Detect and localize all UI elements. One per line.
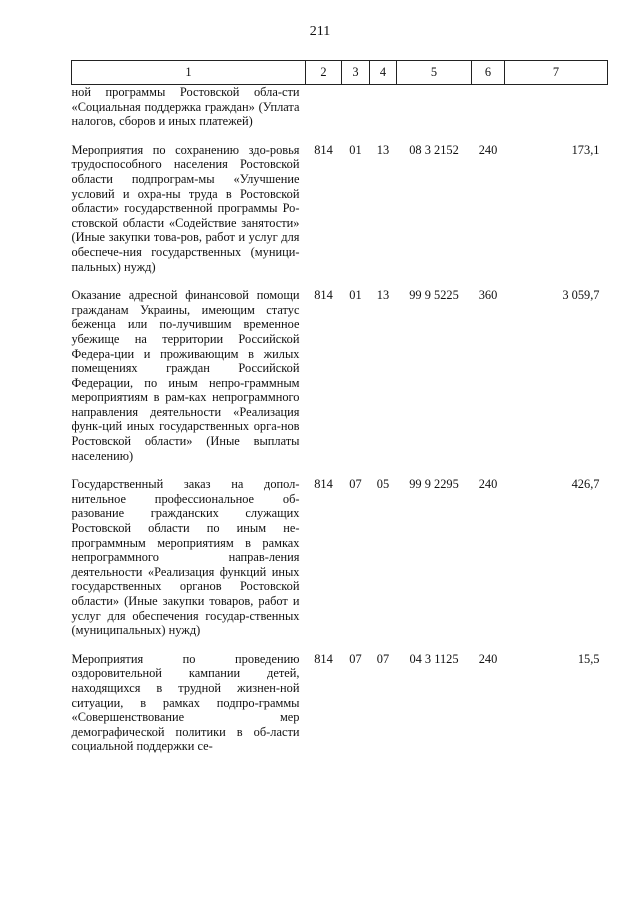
subsection-code: 07 — [376, 651, 390, 666]
expense-type-code: 240 — [478, 142, 498, 157]
table-row — [72, 477, 608, 652]
amount-value: 15,5 — [577, 651, 600, 666]
subsection-code — [370, 85, 397, 143]
row-description: Мероприятия по проведению оздоровительной кампании детей, находящихся в трудной жизнен-ной ситуации, в рамках подпро-граммы «Совершенствование мер демографической политики в об-ласти социальной поддержки се- — [71, 651, 300, 754]
section-code: 01 — [349, 142, 362, 157]
section-code: 07 — [349, 651, 362, 666]
section-code — [342, 85, 370, 143]
row-description: Оказание адресной финансовой помощи гражданам Украины, имеющим статус беженца или по-лучившим временное убежище на территории Российской Федера-ции и проживающим в жилых помещениях граждан Российской Федерации, по иным непро-граммным мероприятиям в рам-ках непрограммного направления деятельности «Реализация функ-ций иных государственных орга-нов Ростовской области» (Иные выплаты населению) — [71, 288, 300, 463]
ministry-code: 814 — [314, 288, 333, 303]
column-header-6: 6 — [472, 61, 505, 85]
target-article-code — [397, 85, 472, 143]
column-header-2: 2 — [306, 61, 342, 85]
column-header-7: 7 — [505, 61, 608, 85]
expense-type-code: 240 — [478, 651, 498, 666]
ministry-code: 814 — [314, 477, 333, 492]
subsection-code: 13 — [376, 142, 390, 157]
section-code: 01 — [349, 288, 362, 303]
budget-table — [71, 60, 608, 754]
expense-type-code — [472, 85, 505, 143]
ministry-code: 814 — [314, 651, 333, 666]
table-row — [72, 652, 608, 754]
target-article-code: 99 9 5225 — [409, 288, 459, 303]
ministry-code — [306, 85, 342, 143]
target-article-code: 08 3 2152 — [409, 142, 459, 157]
row-description: Государственный заказ на допол-нительное профессиональное об-разование гражданских служащих Ростовской области по иным не-программным мероприятиям в рамках непрограммного направ-ления деятельности «Реализация функций иных государственных органов Ростовской области» (Иные закупки товаров, работ и услуг для обеспечения государ-ственных (муниципальных) нужд) — [71, 477, 300, 638]
page-number: 211 — [309, 24, 331, 39]
ministry-code: 814 — [314, 142, 333, 157]
amount-value: 426,7 — [571, 477, 600, 492]
table-row — [72, 85, 608, 143]
table-row — [72, 288, 608, 477]
column-header-3: 3 — [342, 61, 370, 85]
table-header-row — [72, 61, 608, 85]
table-row — [72, 143, 608, 288]
column-header-1: 1 — [72, 61, 306, 85]
expense-type-code: 240 — [478, 477, 498, 492]
subsection-code: 05 — [376, 477, 390, 492]
target-article-code: 99 9 2295 — [409, 477, 459, 492]
expense-type-code: 360 — [478, 288, 498, 303]
target-article-code: 04 3 1125 — [409, 651, 459, 666]
row-description: Мероприятия по сохранению здо-ровья трудоспособного населения Ростовской области подпрограм-мы «Улучшение условий и охра-ны труда в Ростовской области» государственной программы Ро-стовской области «Содействие занятости» (Иные закупки това-ров, работ и услуг для обеспече-ния государственных (муници-пальных) нужд) — [71, 142, 300, 274]
section-code: 07 — [349, 477, 362, 492]
amount-value: 3 059,7 — [562, 288, 600, 303]
amount-value: 173,1 — [571, 142, 600, 157]
subsection-code: 13 — [376, 288, 390, 303]
row-description: ной программы Ростовской обла-сти «Социальная поддержка граждан» (Уплата налогов, сборов и иных платежей) — [71, 85, 300, 129]
column-header-5: 5 — [397, 61, 472, 85]
amount-value — [505, 85, 608, 143]
column-header-4: 4 — [370, 61, 397, 85]
